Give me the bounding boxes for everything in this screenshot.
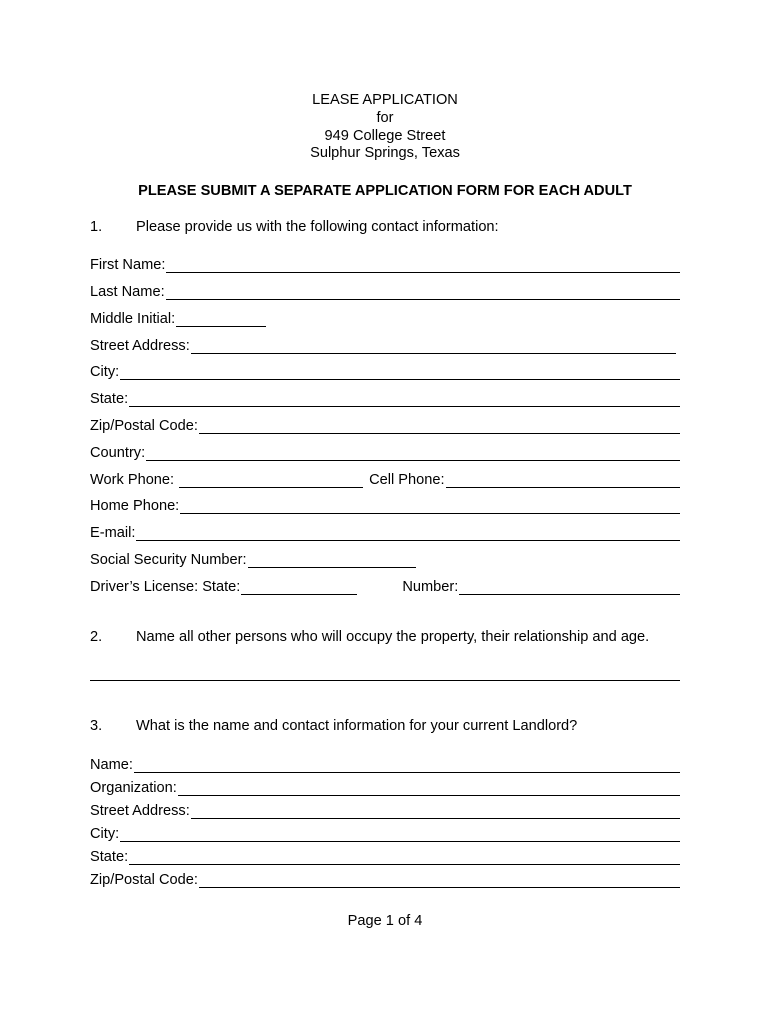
property-address: 949 College Street: [324, 127, 446, 144]
landlord-organization-field[interactable]: [178, 781, 680, 796]
work-phone-field[interactable]: [179, 473, 363, 488]
title-for: for: [376, 109, 394, 126]
submission-notice: PLEASE SUBMIT A SEPARATE APPLICATION FORM FOR EACH ADULT: [138, 183, 632, 199]
landlord-street-field[interactable]: [191, 804, 680, 819]
page-number: Page 1 of 4: [347, 913, 423, 929]
country-label: Country:: [90, 445, 146, 461]
landlord-state-row: [90, 847, 680, 865]
ssn-row: [90, 550, 680, 568]
cell-phone-label: Cell Phone:: [369, 472, 445, 488]
landlord-city-row: [90, 824, 680, 842]
section-2-prompt: Name all other persons who will occupy the property, their relationship and age.: [136, 629, 650, 645]
landlord-zip-row: [90, 870, 680, 888]
ssn-field[interactable]: [248, 553, 416, 568]
landlord-state-field[interactable]: [129, 850, 680, 865]
middle-initial-label: Middle Initial:: [90, 311, 176, 327]
city-field[interactable]: [120, 365, 680, 380]
street-address-field[interactable]: [191, 339, 676, 354]
landlord-zip-field[interactable]: [199, 873, 680, 888]
zip-row: [90, 416, 680, 434]
first-name-row: [90, 255, 680, 273]
email-field[interactable]: [136, 526, 680, 541]
ssn-label: Social Security Number:: [90, 552, 247, 568]
state-field[interactable]: [129, 392, 680, 407]
section-1-question: [90, 219, 499, 235]
phone-row: [90, 470, 680, 488]
middle-initial-field[interactable]: [176, 312, 266, 327]
country-row: [90, 443, 680, 461]
landlord-state-label: State:: [90, 849, 129, 865]
last-name-label: Last Name:: [90, 284, 165, 300]
email-row: [90, 523, 680, 541]
state-label: State:: [90, 391, 129, 407]
dl-state-field[interactable]: [241, 580, 357, 595]
city-label: City:: [90, 364, 120, 380]
title-block: [0, 92, 770, 163]
form-title: LEASE APPLICATION: [312, 92, 458, 108]
occupants-field[interactable]: [90, 680, 680, 681]
city-row: [90, 362, 680, 380]
home-phone-field[interactable]: [180, 499, 680, 514]
section-3-question: [90, 718, 577, 734]
section-2-number: 2.: [90, 629, 103, 645]
home-phone-label: Home Phone:: [90, 498, 180, 514]
landlord-name-field[interactable]: [134, 758, 680, 773]
home-phone-row: [90, 496, 680, 514]
email-label: E-mail:: [90, 525, 136, 541]
landlord-city-field[interactable]: [120, 827, 680, 842]
cell-phone-field[interactable]: [446, 473, 680, 488]
dl-number-label: Number:: [402, 579, 459, 595]
landlord-name-label: Name:: [90, 757, 133, 773]
section-2-question: [90, 629, 649, 645]
landlord-organization-row: [90, 778, 680, 796]
street-address-label: Street Address:: [90, 338, 190, 354]
zip-field[interactable]: [199, 419, 680, 434]
first-name-field[interactable]: [166, 258, 680, 273]
street-address-row: [90, 336, 676, 354]
section-1-prompt: Please provide us with the following contact information:: [136, 219, 499, 235]
state-row: [90, 389, 680, 407]
property-city: Sulphur Springs, Texas: [310, 145, 460, 162]
zip-label: Zip/Postal Code:: [90, 418, 198, 434]
last-name-row: [90, 282, 680, 300]
section-3-prompt: What is the name and contact information for your current Landlord?: [136, 718, 578, 734]
drivers-license-row: [90, 577, 680, 595]
dl-number-field[interactable]: [459, 580, 680, 595]
section-1-number: 1.: [90, 219, 103, 235]
work-phone-label: Work Phone:: [90, 472, 175, 488]
landlord-street-label: Street Address:: [90, 803, 190, 819]
landlord-zip-label: Zip/Postal Code:: [90, 872, 198, 888]
first-name-label: First Name:: [90, 257, 166, 273]
landlord-organization-label: Organization:: [90, 780, 177, 796]
middle-initial-row: [90, 309, 680, 327]
landlord-street-row: [90, 801, 680, 819]
landlord-city-label: City:: [90, 826, 120, 842]
dl-state-label: Driver’s License: State:: [90, 579, 241, 595]
last-name-field[interactable]: [166, 285, 680, 300]
landlord-name-row: [90, 755, 680, 773]
country-field[interactable]: [146, 446, 680, 461]
section-3-number: 3.: [90, 718, 103, 734]
